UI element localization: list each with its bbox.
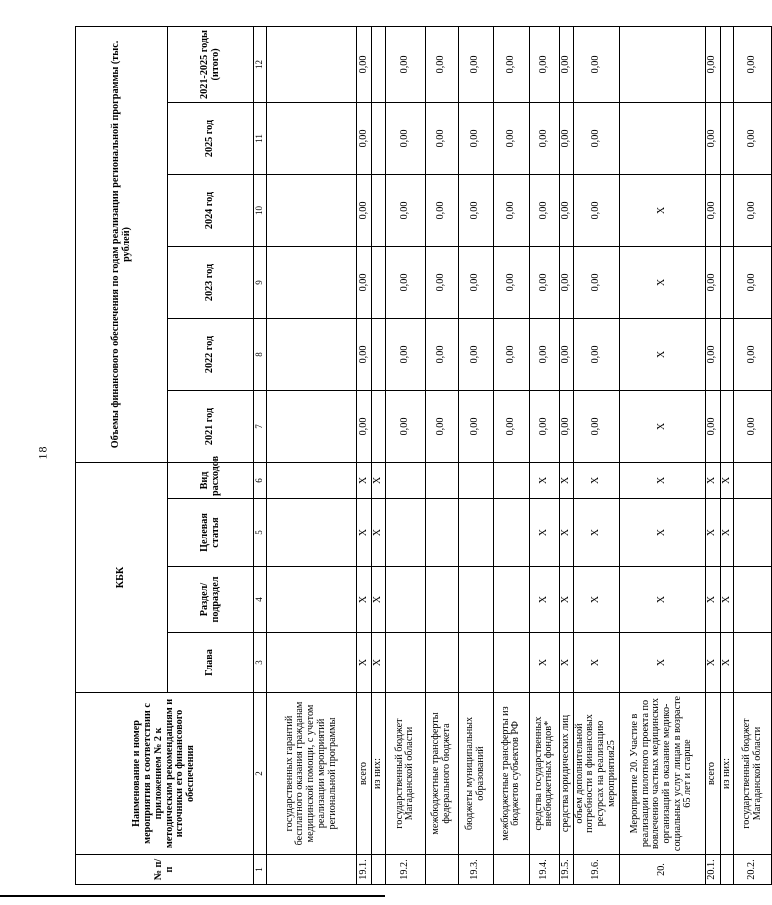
table-row <box>734 26 772 884</box>
value-cell: 0,00 <box>705 174 720 246</box>
header-year-2025: 2025 год <box>168 102 254 174</box>
kbk-cell <box>734 567 772 633</box>
value-cell: 0,00 <box>529 246 559 318</box>
column-index-cell: 10 <box>254 174 267 246</box>
column-index-cell: 5 <box>254 499 267 567</box>
value-cell: 0,00 <box>559 102 573 174</box>
value-cell: 0,00 <box>734 390 772 462</box>
value-cell <box>619 26 705 102</box>
kbk-cell: X <box>720 567 734 633</box>
column-index-cell: 2 <box>254 693 267 855</box>
value-cell <box>372 102 386 174</box>
row-name-cell: Мероприятие 20. Участие в реализации пилотного проекта по вовлечению частных медицинских организаций в оказание медико-социальных услуг лицам в возрасте 65 лет и старше <box>619 693 705 855</box>
value-cell: 0,00 <box>529 26 559 102</box>
value-cell: 0,00 <box>734 318 772 390</box>
row-number-cell: 19.3. <box>458 855 493 885</box>
column-index-cell: 1 <box>254 855 267 885</box>
column-index-row <box>254 26 267 884</box>
kbk-cell: X <box>372 567 386 633</box>
value-cell: 0,00 <box>458 318 493 390</box>
row-number-cell <box>493 855 529 885</box>
kbk-cell <box>385 462 425 498</box>
value-cell: 0,00 <box>357 390 372 462</box>
row-number-cell: 19.5. <box>559 855 573 885</box>
kbk-cell: X <box>559 567 573 633</box>
value-cell: 0,00 <box>705 390 720 462</box>
table-row <box>385 26 425 884</box>
value-cell <box>267 318 357 390</box>
value-cell <box>720 174 734 246</box>
page-number: 18 <box>35 445 50 460</box>
kbk-cell <box>493 499 529 567</box>
value-cell: 0,00 <box>573 318 619 390</box>
kbk-cell: X <box>720 462 734 498</box>
page-bottom-rule <box>0 895 385 897</box>
value-cell: 0,00 <box>559 390 573 462</box>
value-cell: 0,00 <box>385 390 425 462</box>
value-cell: 0,00 <box>493 174 529 246</box>
header-year-2022: 2022 год <box>168 318 254 390</box>
kbk-cell: X <box>529 499 559 567</box>
value-cell: 0,00 <box>493 246 529 318</box>
kbk-cell: X <box>529 462 559 498</box>
value-cell: 0,00 <box>559 26 573 102</box>
value-cell: 0,00 <box>357 246 372 318</box>
header-kbk-section: Раздел/подраздел <box>168 567 254 633</box>
value-cell <box>372 246 386 318</box>
row-number-cell <box>267 855 357 885</box>
kbk-cell <box>267 499 357 567</box>
value-cell: 0,00 <box>705 26 720 102</box>
kbk-cell: X <box>573 499 619 567</box>
column-index-cell: 3 <box>254 633 267 693</box>
value-cell: 0,00 <box>573 246 619 318</box>
value-cell <box>372 390 386 462</box>
value-cell <box>720 246 734 318</box>
value-cell: 0,00 <box>425 390 458 462</box>
value-cell <box>267 174 357 246</box>
header-year-2024: 2024 год <box>168 174 254 246</box>
value-cell: 0,00 <box>357 318 372 390</box>
kbk-cell: X <box>720 633 734 693</box>
table-row <box>372 26 386 884</box>
kbk-cell: X <box>619 499 705 567</box>
kbk-cell: X <box>619 567 705 633</box>
column-index-cell: 6 <box>254 462 267 498</box>
value-cell: 0,00 <box>529 390 559 462</box>
kbk-cell: X <box>705 462 720 498</box>
table-row <box>720 26 734 884</box>
kbk-cell <box>458 633 493 693</box>
value-cell: 0,00 <box>385 174 425 246</box>
table-row <box>529 26 559 884</box>
row-name-cell: всего <box>705 693 720 855</box>
value-cell: 0,00 <box>573 174 619 246</box>
row-name-cell: государственный бюджет Магаданской области <box>385 693 425 855</box>
header-name: Наименование и номер мероприятия в соответствии с приложением № 2 к методическим рекомендациям и источники его финансового обеспечения <box>76 693 254 855</box>
kbk-cell <box>385 633 425 693</box>
value-cell: X <box>619 390 705 462</box>
header-kbk-expense-type: Вид расходов <box>168 462 254 498</box>
kbk-cell: X <box>573 462 619 498</box>
header-kbk-target: Целевая статья <box>168 499 254 567</box>
header-funding: Объемы финансового обеспечения по годам реализации региональной программы (тыс. рублей) <box>76 26 168 462</box>
value-cell <box>267 246 357 318</box>
value-cell <box>619 102 705 174</box>
row-name-cell: из них: <box>720 693 734 855</box>
kbk-cell <box>267 633 357 693</box>
kbk-cell: X <box>720 499 734 567</box>
kbk-cell: X <box>573 633 619 693</box>
row-number-cell: 20.1. <box>705 855 720 885</box>
kbk-cell: X <box>372 633 386 693</box>
table-row <box>458 26 493 884</box>
row-name-cell: государственный бюджет Магаданской области <box>734 693 772 855</box>
row-number-cell: 19.2. <box>385 855 425 885</box>
column-index-cell: 4 <box>254 567 267 633</box>
kbk-cell: X <box>357 499 372 567</box>
value-cell: 0,00 <box>458 102 493 174</box>
value-cell: 0,00 <box>529 102 559 174</box>
row-name-cell: средства государственных внебюджетных фондов* <box>529 693 559 855</box>
kbk-cell <box>493 462 529 498</box>
kbk-cell: X <box>619 633 705 693</box>
budget-table <box>75 26 772 885</box>
value-cell: 0,00 <box>385 102 425 174</box>
kbk-cell: X <box>705 633 720 693</box>
kbk-cell: X <box>372 499 386 567</box>
row-number-cell: 19.1. <box>357 855 372 885</box>
row-number-cell: 20. <box>619 855 705 885</box>
value-cell: 0,00 <box>385 26 425 102</box>
row-number-cell: 19.6. <box>573 855 619 885</box>
header-num: № п/п <box>76 855 254 885</box>
row-number-cell <box>720 855 734 885</box>
value-cell: 0,00 <box>458 26 493 102</box>
value-cell <box>267 102 357 174</box>
value-cell: 0,00 <box>493 102 529 174</box>
column-index-cell: 8 <box>254 318 267 390</box>
value-cell: 0,00 <box>573 390 619 462</box>
kbk-cell: X <box>559 499 573 567</box>
value-cell: 0,00 <box>559 318 573 390</box>
row-name-cell: бюджеты муниципальных образований <box>458 693 493 855</box>
value-cell: 0,00 <box>573 102 619 174</box>
value-cell: 0,00 <box>425 174 458 246</box>
value-cell: 0,00 <box>734 26 772 102</box>
row-name-cell: всего <box>357 693 372 855</box>
table-row <box>267 26 357 884</box>
kbk-cell: X <box>559 633 573 693</box>
value-cell <box>720 26 734 102</box>
value-cell: 0,00 <box>734 174 772 246</box>
kbk-cell <box>425 633 458 693</box>
value-cell: 0,00 <box>385 318 425 390</box>
kbk-cell <box>493 633 529 693</box>
kbk-cell <box>734 462 772 498</box>
header-kbk-chapter: Глава <box>168 633 254 693</box>
value-cell <box>372 318 386 390</box>
value-cell <box>267 390 357 462</box>
kbk-cell <box>458 567 493 633</box>
table-body <box>267 26 772 884</box>
kbk-cell <box>425 499 458 567</box>
header-year-2021: 2021 год <box>168 390 254 462</box>
header-kbk: КБК <box>76 462 168 692</box>
value-cell <box>267 26 357 102</box>
kbk-cell <box>458 499 493 567</box>
value-cell: 0,00 <box>705 246 720 318</box>
kbk-cell <box>734 499 772 567</box>
table-row <box>493 26 529 884</box>
value-cell <box>720 102 734 174</box>
table-row <box>559 26 573 884</box>
row-name-cell: средства юридических лиц <box>559 693 573 855</box>
kbk-cell: X <box>372 462 386 498</box>
kbk-cell <box>385 567 425 633</box>
value-cell: 0,00 <box>425 318 458 390</box>
value-cell <box>720 390 734 462</box>
row-number-cell <box>372 855 386 885</box>
value-cell: 0,00 <box>357 102 372 174</box>
value-cell <box>720 318 734 390</box>
value-cell: 0,00 <box>705 318 720 390</box>
header-year-2023: 2023 год <box>168 246 254 318</box>
kbk-cell <box>267 462 357 498</box>
kbk-cell <box>458 462 493 498</box>
row-number-cell <box>425 855 458 885</box>
kbk-cell: X <box>619 462 705 498</box>
column-index-cell: 7 <box>254 390 267 462</box>
kbk-cell: X <box>705 499 720 567</box>
row-number-cell: 19.4. <box>529 855 559 885</box>
kbk-cell <box>425 462 458 498</box>
value-cell: X <box>619 174 705 246</box>
value-cell: 0,00 <box>573 26 619 102</box>
kbk-cell: X <box>529 633 559 693</box>
kbk-cell: X <box>705 567 720 633</box>
table-row <box>357 26 372 884</box>
value-cell: 0,00 <box>559 246 573 318</box>
header-total: 2021-2025 годы (итого) <box>168 26 254 102</box>
kbk-cell <box>493 567 529 633</box>
row-name-cell: государственных гарантий бесплатного оказания гражданам медицинской помощи, с учетом реализации мероприятий региональной программы <box>267 693 357 855</box>
value-cell: 0,00 <box>357 26 372 102</box>
table-row <box>573 26 619 884</box>
value-cell: 0,00 <box>425 102 458 174</box>
value-cell: 0,00 <box>529 318 559 390</box>
row-name-cell: из них: <box>372 693 386 855</box>
value-cell: 0,00 <box>458 246 493 318</box>
value-cell <box>372 174 386 246</box>
value-cell: 0,00 <box>458 390 493 462</box>
value-cell: 0,00 <box>357 174 372 246</box>
kbk-cell <box>267 567 357 633</box>
value-cell: 0,00 <box>425 26 458 102</box>
table-row <box>705 26 720 884</box>
value-cell: 0,00 <box>425 246 458 318</box>
row-number-cell: 20.2. <box>734 855 772 885</box>
value-cell: 0,00 <box>493 26 529 102</box>
table-row <box>425 26 458 884</box>
table-row <box>619 26 705 884</box>
value-cell: 0,00 <box>385 246 425 318</box>
value-cell: 0,00 <box>458 174 493 246</box>
kbk-cell: X <box>573 567 619 633</box>
kbk-cell <box>734 633 772 693</box>
row-name-cell: объем дополнительной потребности в финансовых ресурсах на реализацию мероприятия25 <box>573 693 619 855</box>
kbk-cell: X <box>529 567 559 633</box>
kbk-cell: X <box>559 462 573 498</box>
column-index-cell: 9 <box>254 246 267 318</box>
value-cell <box>372 26 386 102</box>
kbk-cell <box>385 499 425 567</box>
value-cell: 0,00 <box>529 174 559 246</box>
value-cell: 0,00 <box>493 390 529 462</box>
value-cell: 0,00 <box>734 246 772 318</box>
value-cell: 0,00 <box>493 318 529 390</box>
column-index-cell: 11 <box>254 102 267 174</box>
row-name-cell: межбюджетные трансферты из бюджетов субъектов РФ <box>493 693 529 855</box>
row-name-cell: межбюджетные трансферты федерального бюджета <box>425 693 458 855</box>
value-cell: 0,00 <box>734 102 772 174</box>
kbk-cell: X <box>357 567 372 633</box>
kbk-cell <box>425 567 458 633</box>
kbk-cell: X <box>357 462 372 498</box>
value-cell: X <box>619 318 705 390</box>
value-cell: 0,00 <box>559 174 573 246</box>
kbk-cell: X <box>357 633 372 693</box>
column-index-cell: 12 <box>254 26 267 102</box>
value-cell: 0,00 <box>705 102 720 174</box>
value-cell: X <box>619 246 705 318</box>
rotated-table-wrapper <box>75 27 763 885</box>
